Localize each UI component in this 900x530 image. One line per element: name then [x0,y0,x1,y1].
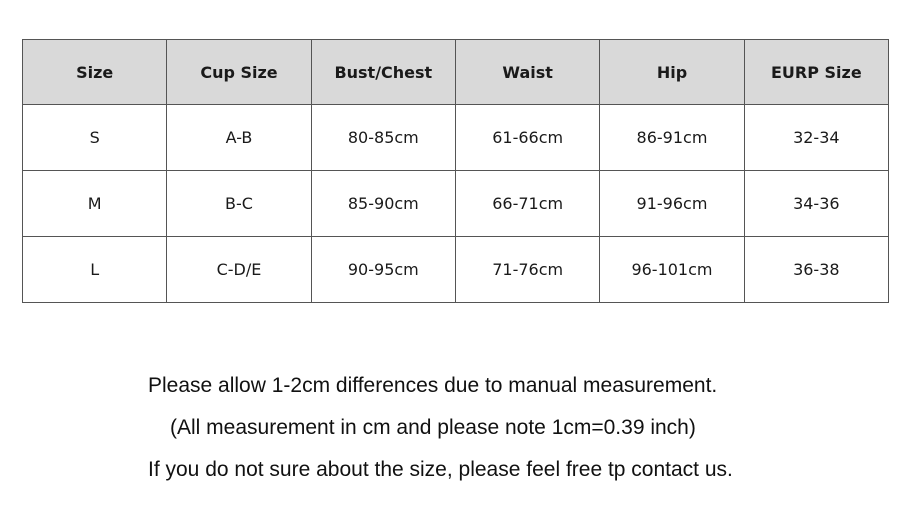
cell-hip: 86-91cm [600,105,744,171]
note-measurement-difference: Please allow 1-2cm differences due to manual measurement. [148,374,718,397]
size-chart-table [22,39,889,303]
header-eurp-size: EURP Size [744,40,888,105]
cell-waist: 61-66cm [455,105,599,171]
table-row [23,171,889,237]
cell-eurp-size: 34-36 [744,171,888,237]
note-contact-us: If you do not sure about the size, please feel free tp contact us. [148,458,733,481]
table-row [23,105,889,171]
cell-bust-chest: 90-95cm [311,237,455,303]
cell-eurp-size: 32-34 [744,105,888,171]
header-size: Size [23,40,167,105]
header-hip: Hip [600,40,744,105]
table-header [23,40,889,105]
cell-bust-chest: 85-90cm [311,171,455,237]
cell-waist: 71-76cm [455,237,599,303]
note-unit-conversion: (All measurement in cm and please note 1cm=0.39 inch) [170,416,696,439]
cell-eurp-size: 36-38 [744,237,888,303]
table-row [23,237,889,303]
header-row [23,40,889,105]
cell-hip: 96-101cm [600,237,744,303]
cell-size: M [23,171,167,237]
cell-size: S [23,105,167,171]
cell-bust-chest: 80-85cm [311,105,455,171]
header-cup-size: Cup Size [167,40,311,105]
cell-cup-size: C-D/E [167,237,311,303]
header-waist: Waist [455,40,599,105]
cell-cup-size: B-C [167,171,311,237]
cell-size: L [23,237,167,303]
header-bust-chest: Bust/Chest [311,40,455,105]
cell-cup-size: A-B [167,105,311,171]
cell-hip: 91-96cm [600,171,744,237]
table-body [23,105,889,303]
cell-waist: 66-71cm [455,171,599,237]
